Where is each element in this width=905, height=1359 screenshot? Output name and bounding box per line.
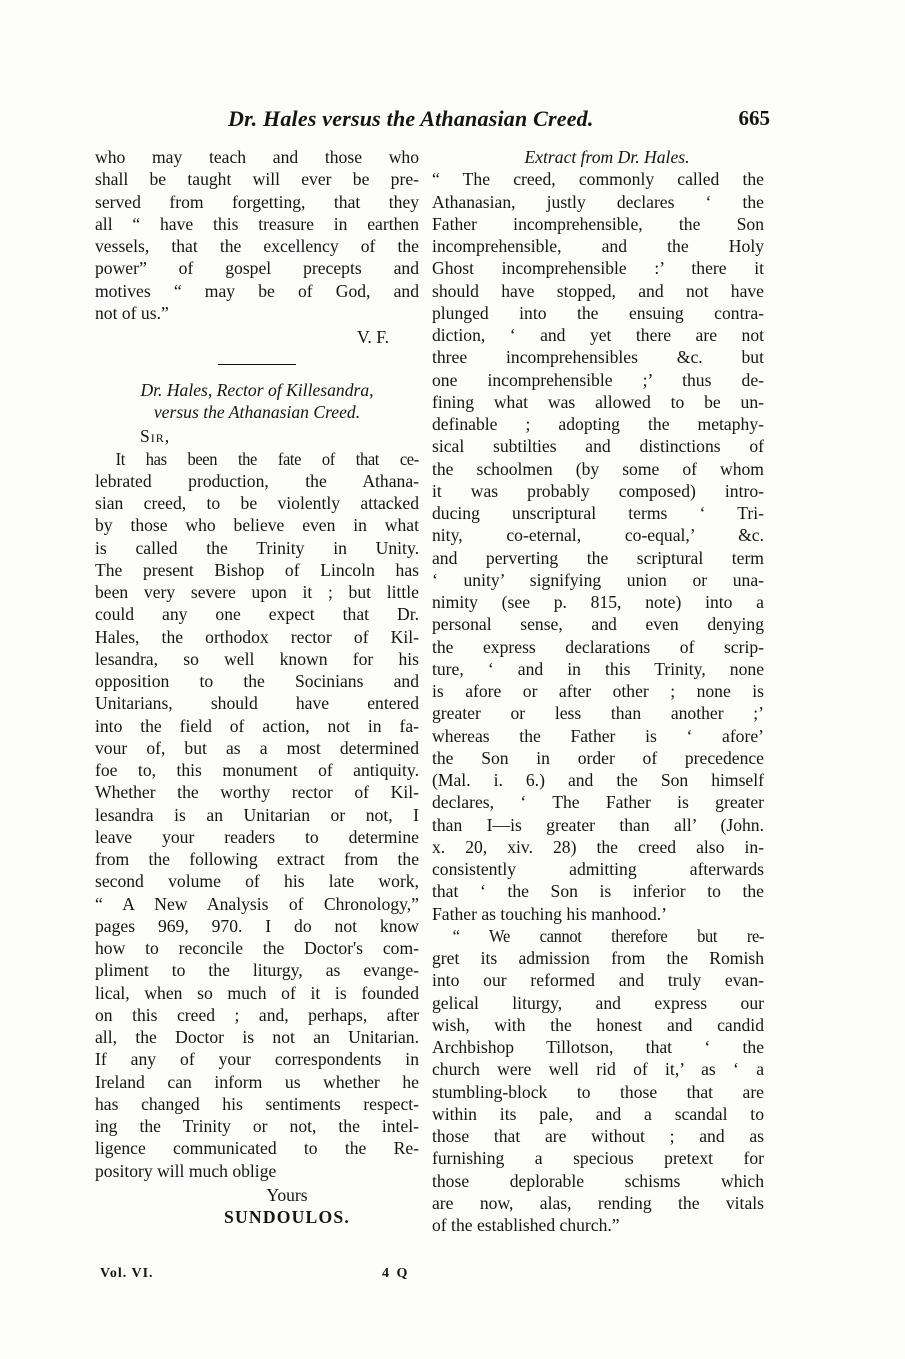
signature-vf: V. F. — [356, 327, 389, 347]
text-line: ducing unscriptural terms ‘ Tri- — [432, 503, 764, 523]
text-line: Whether the worthy rector of Kil- — [95, 782, 419, 803]
text-line: vour of, but as a most determined — [95, 737, 419, 758]
text-line: those deplorable schisms which — [432, 1170, 764, 1191]
text-line: Father as touching his manhood.’ — [432, 903, 668, 924]
running-title: Dr. Hales versus the Athanasian Creed. — [228, 106, 594, 131]
text-line: the express declarations of scrip- — [432, 636, 764, 657]
text-line: served from forgetting, that they — [95, 191, 419, 212]
text-line: consistently admitting afterwards — [432, 859, 764, 879]
section-divider — [218, 364, 296, 365]
text-line: into the field of action, not in fa- — [95, 715, 419, 736]
text-line: nimity (see p. 815, note) into a — [432, 592, 764, 612]
text-line: on this creed ; and, perhaps, after — [95, 1004, 419, 1025]
text-line: Father incomprehensible, the Son — [432, 213, 764, 234]
text-line: all “ have this treasure in earthen — [95, 213, 419, 234]
text-line: “ The creed, commonly called the — [432, 169, 764, 190]
text-line: definable ; adopting the metaphy- — [432, 414, 764, 434]
extract-heading: Extract from Dr. Hales. — [524, 147, 690, 167]
text-line: plunged into the ensuing contra- — [432, 302, 764, 323]
article-title-line: Dr. Hales, Rector of Killesandra, — [140, 380, 374, 401]
extract-paragraph-2 — [432, 925, 764, 1237]
text-line: pository will much oblige — [95, 1160, 277, 1181]
text-line: should have stopped, and not have — [432, 280, 764, 301]
text-line: “ We cannot therefore but re- — [452, 925, 765, 946]
text-line: The present Bishop of Lincoln has — [95, 559, 419, 580]
text-line: sical subtilties and distinctions of — [432, 436, 764, 457]
text-line: Ireland can inform us whether he — [95, 1071, 419, 1092]
text-line: vessels, that the excellency of the — [95, 236, 419, 256]
text-line: one incomprehensible ;’ thus de- — [432, 369, 764, 390]
left-column — [95, 146, 419, 1228]
text-line: the schoolmen (by some of whom — [432, 458, 764, 479]
text-line: lebrated production, the Athana- — [95, 470, 419, 491]
text-line: lesandra, so well known for his — [95, 648, 419, 669]
text-line: church were well rid of it,’ as ‘ a — [432, 1059, 764, 1080]
article-title — [95, 379, 419, 423]
extract-paragraph-1 — [432, 168, 764, 925]
text-line: gelical liturgy, and express our — [432, 992, 764, 1013]
text-line: “ A New Analysis of Chronology,” — [95, 893, 419, 914]
text-line: lesandra is an Unitarian or not, I — [95, 804, 419, 825]
text-line: foe to, this monument of antiquity. — [95, 760, 419, 780]
text-line: three incomprehensibles &c. but — [432, 347, 764, 368]
text-line: (Mal. i. 6.) and the Son himself — [432, 770, 764, 790]
text-line: the Son in order of precedence — [432, 747, 764, 768]
text-line: ‘ unity’ signifying union or una- — [432, 569, 764, 590]
text-line: that ‘ the Son is inferior to the — [432, 881, 764, 902]
text-line: stumbling-block to those that are — [432, 1081, 764, 1102]
text-line: incomprehensible, and the Holy — [432, 236, 764, 256]
text-line: those that are without ; and as — [432, 1126, 764, 1146]
text-line: by those who believe even in what — [95, 515, 419, 536]
article-title-line: versus the Athanasian Creed. — [153, 402, 361, 423]
text-line: declares, ‘ The Father is greater — [432, 792, 764, 813]
text-line: not of us.” — [95, 302, 169, 323]
text-line: Hales, the orthodox rector of Kil- — [95, 626, 419, 647]
text-line: within its pale, and a scandal to — [432, 1103, 764, 1124]
closing-yours: Yours — [266, 1184, 308, 1205]
text-line: it was probably composed) intro- — [432, 480, 764, 501]
text-line: ligence communicated to the Re- — [95, 1138, 419, 1159]
text-line: how to reconcile the Doctor's com- — [95, 938, 419, 958]
text-line: shall be taught will ever be pre- — [95, 169, 419, 190]
text-line: has changed his sentiments respect- — [95, 1093, 419, 1114]
page-number: 665 — [738, 106, 770, 130]
text-line: pages 969, 970. I do not know — [95, 915, 419, 936]
text-line: could any one expect that Dr. — [95, 604, 419, 625]
text-line: fining what was allowed to be un- — [432, 391, 764, 412]
right-column — [432, 146, 764, 1236]
text-line: greater or less than another ;’ — [432, 703, 764, 724]
text-line: nity, co-eternal, co-equal,’ &c. — [432, 525, 764, 546]
text-line: leave your readers to determine — [95, 826, 419, 847]
text-line: of the established church.” — [432, 1215, 620, 1235]
text-line: Ghost incomprehensible :’ there it — [432, 258, 764, 279]
text-line: all, the Doctor is not an Unitarian. — [95, 1027, 419, 1047]
text-line: gret its admission from the Romish — [432, 948, 764, 968]
text-line: is afore or after other ; none is — [432, 681, 764, 701]
text-line: lical, when so much of it is founded — [95, 982, 419, 1003]
text-line: x. 20, xiv. 28) the creed also in- — [432, 836, 764, 857]
text-line: and perverting the scriptural term — [432, 547, 764, 568]
text-line: opposition to the Socinians and — [95, 671, 419, 691]
volume-label: Vol. VI. — [100, 1266, 154, 1281]
text-line: Unitarians, should have entered — [95, 693, 419, 714]
text-line: power” of gospel precepts and — [95, 258, 419, 279]
text-line: wish, with the honest and candid — [432, 1014, 764, 1035]
text-line: into our reformed and truly evan- — [432, 970, 764, 991]
text-line: Athanasian, justly declares ‘ the — [432, 191, 764, 212]
signature-mark: 4 Q — [382, 1266, 410, 1281]
text-line: whereas the Father is ‘ afore’ — [432, 725, 764, 746]
text-line: from the following extract from the — [95, 849, 419, 869]
text-line: who may teach and those who — [95, 147, 419, 167]
salutation: Sir, — [140, 426, 171, 447]
text-line: pliment to the liturgy, as evange- — [95, 960, 419, 981]
running-head — [100, 106, 770, 132]
text-line: sian creed, to be violently attacked — [95, 493, 419, 513]
page-footer — [100, 1266, 500, 1288]
text-line: diction, ‘ and yet there are not — [432, 325, 764, 345]
text-line: second volume of his late work, — [95, 871, 419, 892]
text-line: been very severe upon it ; but little — [95, 582, 419, 602]
closing-signature: SUNDOULOS. — [224, 1207, 350, 1227]
text-line: is called the Trinity in Unity. — [95, 537, 419, 558]
letter-paragraph — [95, 448, 419, 1182]
text-line: If any of your correspondents in — [95, 1049, 419, 1070]
text-line: It has been the fate of that ce- — [115, 448, 419, 469]
text-line: furnishing a specious pretext for — [432, 1148, 764, 1169]
text-line: than I—is greater than all’ (John. — [432, 814, 764, 835]
continuation-paragraph — [95, 146, 419, 324]
text-line: ing the Trinity or not, the intel- — [95, 1116, 419, 1136]
text-line: personal sense, and even denying — [432, 614, 764, 635]
text-line: are now, alas, rending the vitals — [432, 1192, 764, 1213]
text-line: motives “ may be of God, and — [95, 280, 419, 301]
text-line: Archbishop Tillotson, that ‘ the — [432, 1037, 764, 1057]
text-line: ture, ‘ and in this Trinity, none — [432, 658, 764, 679]
